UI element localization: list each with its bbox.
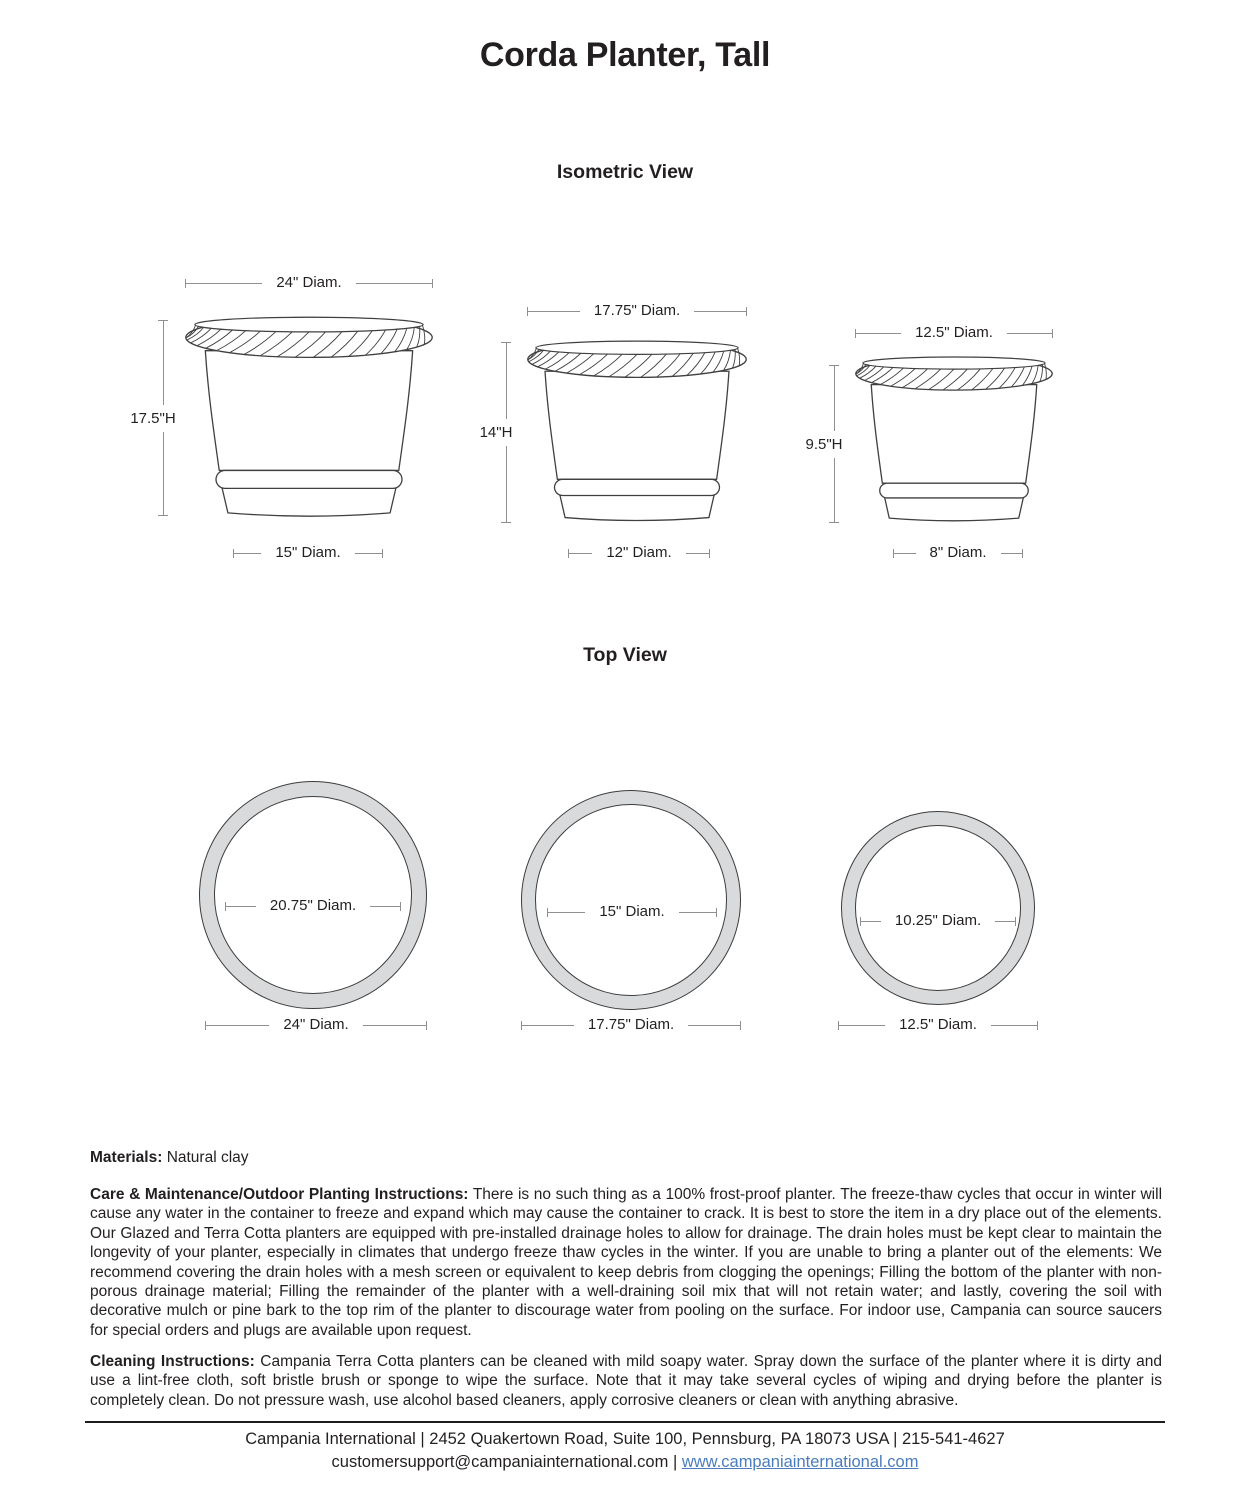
dim-tick	[382, 549, 383, 558]
dim-line	[861, 921, 881, 922]
dim-label-opening-large: 20.75" Diam.	[256, 898, 370, 914]
cleaning-instructions-text: Campania Terra Cotta planters can be cleaned with mild soapy water. Spray down the surface of the planter where it is dirty and use a lint-free cloth, soft bristle brush or sponge to wipe the surface. Note that it may take several cycles of wiping and drying before the planter is completely clean. Do not pressure wash, use alcohol based cleaners, apply corrosive cleaners or clean with anything abrasive.	[90, 1353, 1162, 1409]
top-view-ring-large	[199, 781, 427, 1009]
dim-line	[856, 333, 901, 334]
dim-tick	[1015, 917, 1016, 926]
dim-tick	[426, 1021, 427, 1030]
dim-top-diameter-small	[855, 325, 1053, 341]
dim-label-top-diameter-small: 12.5" Diam.	[901, 325, 1007, 341]
dim-line	[1007, 333, 1052, 334]
dim-label-top-diameter-medium: 17.75" Diam.	[580, 303, 694, 319]
dim-line	[506, 446, 507, 522]
dim-label-outer-medium: 17.75" Diam.	[574, 1017, 688, 1033]
footer-divider	[85, 1421, 1165, 1423]
dim-base-diameter-large	[233, 545, 383, 561]
footer-separator: |	[672, 1453, 678, 1471]
dim-tick	[746, 307, 747, 316]
dim-label-opening-small: 10.25" Diam.	[881, 913, 995, 929]
dim-top-diameter-large	[185, 275, 433, 291]
section-heading-isometric: Isometric View	[556, 161, 694, 183]
dim-tick	[432, 279, 433, 288]
dim-line	[991, 1025, 1037, 1026]
dim-line	[163, 432, 164, 516]
planter-drawing-small	[855, 356, 1053, 524]
dim-line	[528, 311, 580, 312]
dim-line	[163, 321, 164, 405]
top-view-ring-small	[841, 811, 1035, 1005]
dim-opening-diameter-large	[225, 898, 401, 914]
footer-website-link[interactable]: www.campaniainternational.com	[681, 1453, 919, 1471]
dim-line	[206, 1025, 269, 1026]
dim-line	[370, 906, 400, 907]
section-heading-top-view: Top View	[583, 644, 667, 666]
dim-outer-diameter-large	[205, 1017, 427, 1033]
top-view-ring-medium	[521, 790, 741, 1010]
dim-line	[363, 1025, 426, 1026]
dim-opening-diameter-medium	[547, 904, 717, 920]
dim-label-height-medium: 14"H	[478, 419, 515, 446]
footer-email: customersupport@campaniainternational.com	[331, 1453, 669, 1471]
dim-tick	[716, 908, 717, 917]
page-title: Corda Planter, Tall	[479, 36, 771, 74]
dim-label-outer-large: 24" Diam.	[269, 1017, 362, 1033]
top-view-opening-medium	[535, 804, 727, 996]
dim-tick	[158, 515, 168, 516]
dim-line	[834, 458, 835, 523]
dim-line	[686, 553, 709, 554]
care-instructions-text: There is no such thing as a 100% frost-proof planter. The freeze-thaw cycles that occur in winter will cause any water in the container to freeze and expand which may cause the container to crack. It is best to store the item in a dry place out of the elements. Our Glazed and Terra Cotta planters are equipped with pre-installed drainage holes to allow for drainage. The drain holes must be kept clear to maintain the longevity of your planter, especially in climates that undergo freeze thaw cycles in the winter. If you are unable to bring a planter out of the elements: We recommend covering the drain holes with a mesh screen or equivalent to keep debris from clogging the openings; Filling the bottom of the planter with non-porous drainage material; Filling the remainder of the planter with a well-draining soil mix that will not retain water; and lastly, covering the soil with decorative mulch or pine bark to the top rim of the planter to discourage water from pooling on the surface. For indoor use, Campania can source saucers for special orders and plugs are available upon request.	[90, 1186, 1163, 1339]
dim-line	[1001, 553, 1023, 554]
cleaning-instructions-label: Cleaning Instructions:	[90, 1353, 255, 1370]
dim-outer-diameter-small	[838, 1017, 1038, 1033]
top-view-opening-large	[214, 796, 412, 994]
dim-tick	[501, 522, 511, 523]
dim-top-diameter-medium	[527, 303, 747, 319]
dim-tick	[1052, 329, 1053, 338]
dim-line	[522, 1025, 574, 1026]
dim-label-base-diameter-large: 15" Diam.	[261, 545, 354, 561]
dim-line	[894, 553, 916, 554]
dim-outer-diameter-medium	[521, 1017, 741, 1033]
dim-line	[995, 921, 1015, 922]
dim-line	[834, 366, 835, 431]
materials-label: Materials:	[90, 1149, 163, 1166]
footer-address-line: Campania International | 2452 Quakertown Road, Suite 100, Pennsburg, PA 18073 USA | 215-541-4627	[245, 1430, 1005, 1448]
dim-label-base-diameter-medium: 12" Diam.	[592, 545, 685, 561]
dim-line	[234, 553, 261, 554]
dim-label-top-diameter-large: 24" Diam.	[262, 275, 355, 291]
top-view-opening-small	[855, 825, 1021, 991]
materials-line	[90, 1149, 249, 1167]
dim-line	[226, 906, 256, 907]
dim-tick	[740, 1021, 741, 1030]
dim-label-opening-medium: 15" Diam.	[585, 904, 678, 920]
dim-tick	[1022, 549, 1023, 558]
materials-value: Natural clay	[166, 1149, 249, 1166]
cleaning-instructions-paragraph	[90, 1352, 1162, 1410]
dim-line	[355, 553, 382, 554]
planter-drawing-medium	[527, 340, 747, 524]
care-instructions-label: Care & Maintenance/Outdoor Planting Instructions:	[90, 1186, 469, 1203]
dim-line	[688, 1025, 740, 1026]
dim-label-height-small: 9.5"H	[803, 431, 844, 458]
dim-tick	[829, 522, 839, 523]
dim-opening-diameter-small	[860, 913, 1016, 929]
dim-label-height-large: 17.5"H	[128, 405, 177, 432]
dim-tick	[400, 902, 401, 911]
dim-tick	[1037, 1021, 1038, 1030]
dim-line	[694, 311, 746, 312]
dim-height-large	[130, 320, 193, 516]
dim-line	[186, 283, 262, 284]
dim-line	[839, 1025, 885, 1026]
footer-contact-line	[0, 1451, 1250, 1473]
dim-base-diameter-medium	[568, 545, 710, 561]
dim-label-outer-small: 12.5" Diam.	[885, 1017, 991, 1033]
dim-line	[679, 912, 716, 913]
dim-line	[569, 553, 592, 554]
dim-base-diameter-small	[893, 545, 1023, 561]
dim-line	[506, 343, 507, 419]
planter-drawing-large	[185, 316, 433, 520]
dim-tick	[709, 549, 710, 558]
care-instructions-paragraph	[90, 1185, 1162, 1340]
dim-label-base-diameter-small: 8" Diam.	[916, 545, 1001, 561]
dim-line	[356, 283, 432, 284]
dim-line	[548, 912, 585, 913]
